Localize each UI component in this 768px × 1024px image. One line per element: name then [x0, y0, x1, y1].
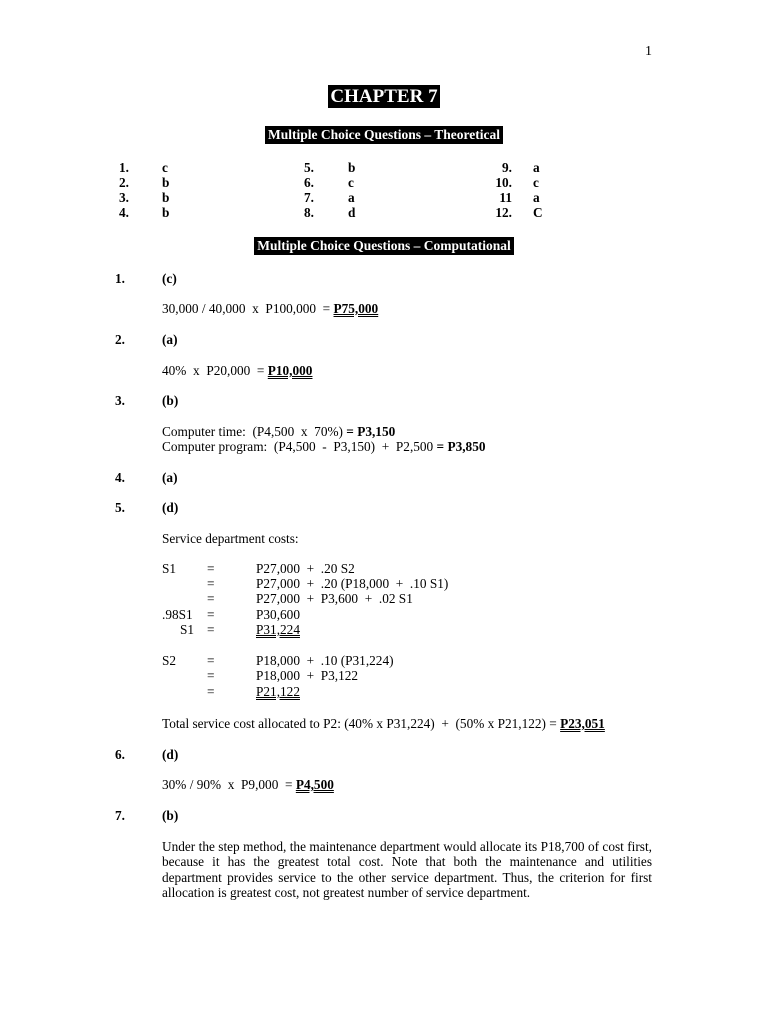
question-answer: (a) [162, 332, 178, 347]
question-number: 3. [115, 393, 125, 408]
answer-number: 6. [304, 175, 314, 190]
question-answer: (c) [162, 271, 177, 286]
answer-number: 4. [119, 205, 129, 220]
equation-eq: = [207, 591, 215, 606]
calculation-line [162, 424, 395, 439]
equation-eq: = [207, 653, 215, 668]
answer-letter: b [348, 160, 356, 175]
equation-rhs: P27,000 + .20 S2 [256, 561, 355, 576]
question-number: 2. [115, 332, 125, 347]
theoretical-heading: Multiple Choice Questions – Theoretical [0, 126, 768, 144]
answer-letter: c [348, 175, 354, 190]
calculation-text: Computer program: (P4,500 - P3,150) + P2,500 [162, 439, 434, 454]
calculation-result: P4,500 [295, 777, 334, 792]
answer-number: 1. [119, 160, 129, 175]
answer-letter: a [533, 160, 540, 175]
question-answer: (d) [162, 500, 179, 515]
calculation-result: P75,000 [333, 301, 379, 316]
question-answer: (d) [162, 747, 179, 762]
equation-rhs: P27,000 + P3,600 + .02 S1 [256, 591, 413, 606]
answer-number: 8. [304, 205, 314, 220]
computational-heading: Multiple Choice Questions – Computational [0, 237, 768, 255]
equation-lhs: S2 [162, 653, 177, 668]
answer-letter: C [533, 205, 543, 220]
equation-eq: = [207, 576, 215, 591]
equation-eq: = [207, 607, 215, 622]
equation-lhs: S1 [180, 622, 195, 637]
question-answer: (b) [162, 808, 179, 823]
calculation-result: P3,150 [357, 424, 396, 439]
calculation-line [162, 301, 378, 316]
equation-lhs: .98S1 [162, 607, 193, 622]
chapter-title: CHAPTER 7 [330, 86, 438, 107]
answer-letter: a [348, 190, 355, 205]
answer-letter: d [348, 205, 356, 220]
calculation-text: 40% x P20,000 = [162, 363, 265, 378]
equals-sign: = [436, 439, 445, 454]
answer-number: 7. [304, 190, 314, 205]
calculation-text: 30% / 90% x P9,000 = [162, 777, 293, 792]
equation-rhs: P18,000 + P3,122 [256, 668, 359, 683]
question-answer: (a) [162, 470, 178, 485]
answer-letter: b [162, 205, 170, 220]
question-number: 1. [115, 271, 125, 286]
equation-rhs: P30,600 [256, 607, 300, 622]
explanation-paragraph: Under the step method, the maintenance department would allocate its P18,700 of cost first, because it has the greatest total cost. Note that both the maintenance and utilities department provides service to the other service department. Thus, the criterion for first allocation is greatest cost, not greatest number of service department. [162, 839, 652, 901]
total-line [162, 716, 605, 731]
answer-number: 3. [119, 190, 129, 205]
calculation-line [162, 439, 486, 454]
answer-number: 12. [495, 205, 512, 220]
calculation-text: Computer time: (P4,500 x 70%) [162, 424, 343, 439]
calculation-line [162, 363, 312, 378]
page-number: 1 [645, 44, 652, 59]
total-result: P23,051 [560, 716, 605, 731]
equation-eq: = [207, 668, 215, 683]
question-number: 6. [115, 747, 125, 762]
equation-eq: = [207, 622, 215, 637]
answer-letter: a [533, 190, 540, 205]
equation-rhs: P31,224 [256, 622, 300, 637]
question-number: 7. [115, 808, 125, 823]
question-number: 5. [115, 500, 125, 515]
calculation-line [162, 777, 334, 792]
calculation-text: 30,000 / 40,000 x P100,000 = [162, 301, 331, 316]
total-text: Total service cost allocated to P2: (40% x P31,224) + (50% x P21,122) = [162, 716, 557, 731]
equation-eq: = [207, 561, 215, 576]
answer-letter: c [162, 160, 168, 175]
equation-rhs: P21,122 [256, 684, 300, 699]
equation-lhs: S1 [162, 561, 177, 576]
question-answer: (b) [162, 393, 179, 408]
answer-number: 5. [304, 160, 314, 175]
calculation-result: P3,850 [447, 439, 486, 454]
equals-sign: = [346, 424, 354, 439]
answer-number: 11 [499, 190, 512, 205]
answer-letter: b [162, 190, 170, 205]
equation-eq: = [207, 684, 215, 699]
calculation-result: P10,000 [267, 363, 313, 378]
answer-number: 2. [119, 175, 129, 190]
answer-number: 9. [502, 160, 512, 175]
answer-letter: c [533, 175, 539, 190]
section-intro: Service department costs: [162, 531, 299, 546]
question-number: 4. [115, 470, 125, 485]
equation-rhs: P27,000 + .20 (P18,000 + .10 S1) [256, 576, 449, 591]
answer-letter: b [162, 175, 170, 190]
answer-number: 10. [495, 175, 512, 190]
equation-rhs: P18,000 + .10 (P31,224) [256, 653, 394, 668]
